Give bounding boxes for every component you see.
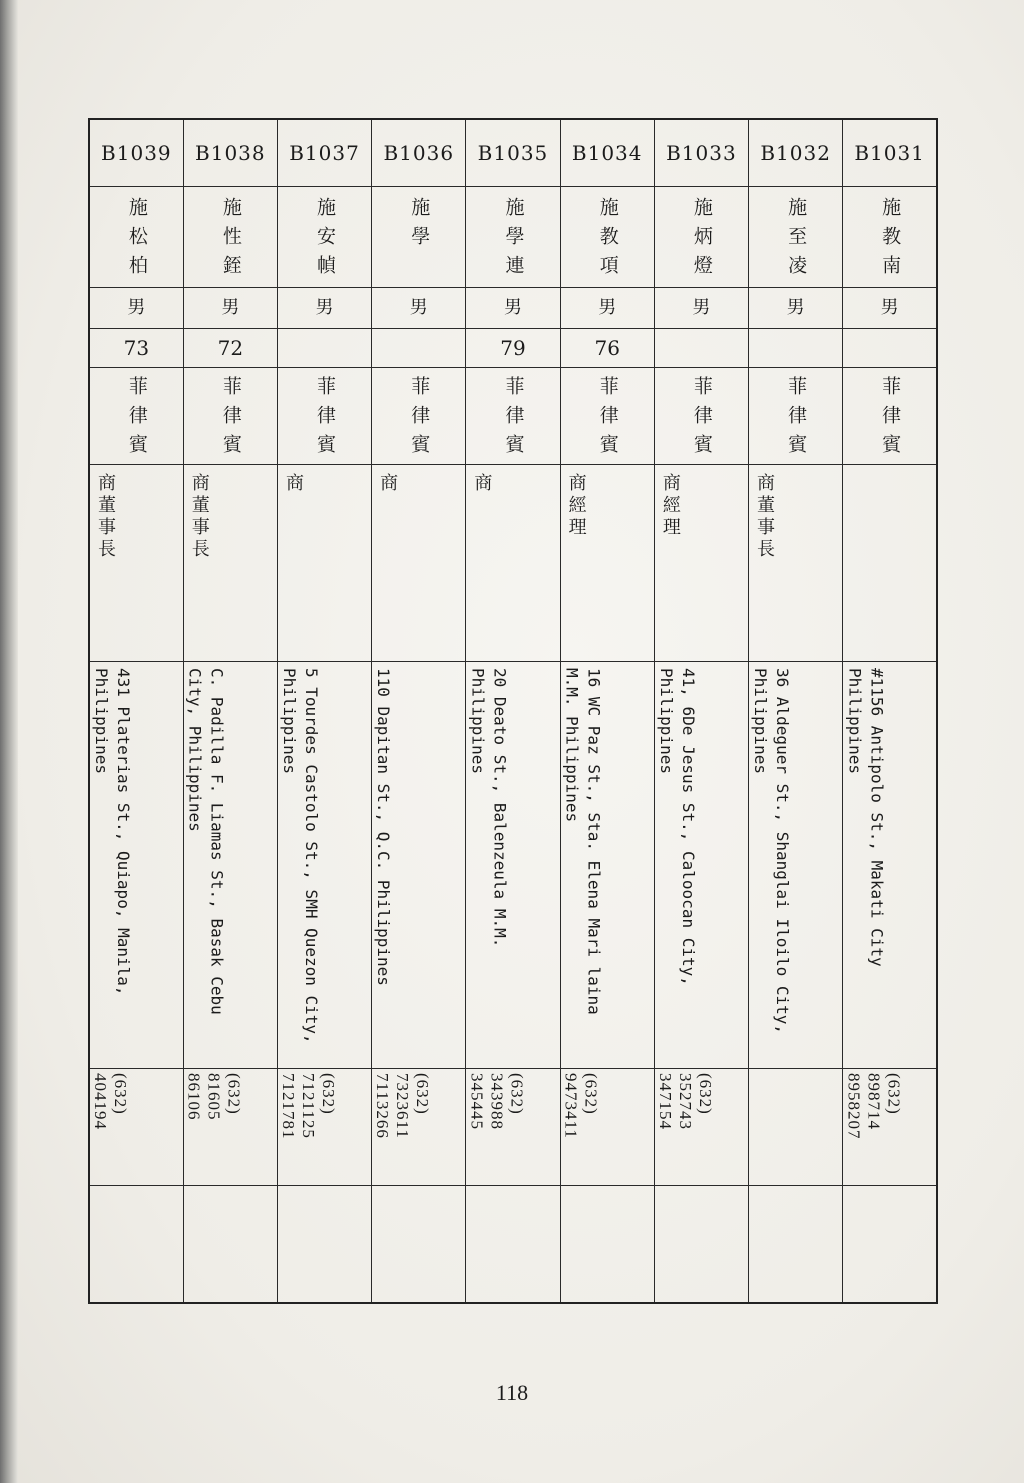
member-occupation-line: 董事長 [754, 495, 776, 561]
member-name-cell [372, 187, 466, 288]
member-occupation-cell [560, 465, 654, 662]
member-id: B1033 [666, 141, 737, 165]
member-phone [372, 1069, 436, 1177]
member-name: 施學連 [502, 197, 525, 284]
member-phone [466, 1069, 530, 1177]
member-name: 施安幀 [314, 197, 337, 284]
member-address: 41, 6De Jesus St., Caloocan City, Philippines [656, 668, 698, 986]
member-age-cell [749, 329, 843, 368]
member-name: 施教南 [879, 197, 902, 284]
member-occupation [561, 465, 599, 653]
member-name: 施學 [408, 197, 431, 255]
member-nationality: 菲律賓 [408, 376, 431, 463]
member-nationality-row [89, 368, 937, 465]
member-register-table [88, 118, 938, 1304]
member-id: B1035 [477, 141, 549, 165]
member-nationality: 菲律賓 [314, 376, 337, 463]
member-phone [655, 1069, 719, 1177]
member-nationality: 菲律賓 [502, 376, 525, 463]
member-address: 20 Deato St., Balenzeula M.M. Philippines [468, 668, 510, 948]
member-occupation-line: 商 [659, 473, 681, 495]
member-phone [843, 1069, 907, 1177]
member-age-cell [89, 329, 183, 368]
member-age-cell [183, 329, 277, 368]
member-name-cell [560, 187, 654, 288]
member-age: 73 [123, 336, 150, 360]
member-phone-line: (632) [884, 1073, 904, 1115]
page-number: 118 [495, 1380, 529, 1405]
member-phone-line: 345445 [467, 1073, 487, 1130]
member-address: 110 Dapitan St., Q.C. Philippines [374, 668, 394, 986]
member-phone [561, 1069, 605, 1177]
member-address: 5 Tourdes Castolo St., SMH Quezon City, Philippines [279, 668, 321, 1044]
member-id: B1037 [289, 141, 360, 165]
member-occupation-cell [277, 465, 371, 662]
member-id-row [89, 119, 937, 187]
member-phone-cell [749, 1069, 843, 1186]
member-id-cell [89, 119, 183, 187]
member-sex: 男 [409, 297, 428, 318]
member-phone [749, 1069, 753, 1177]
member-occupation-line: 商 [188, 473, 210, 495]
member-phone-line: (632) [507, 1073, 527, 1115]
member-age-cell [277, 329, 371, 368]
member-nationality-cell [277, 368, 371, 465]
member-occupation-row [89, 465, 937, 662]
member-address-cell [843, 662, 937, 1069]
member-occupation-line: 商 [282, 473, 304, 495]
member-name-cell [843, 187, 937, 288]
member-remarks-row [89, 1186, 937, 1304]
member-id-cell [843, 119, 937, 187]
member-remarks-cell [466, 1186, 560, 1304]
member-name-cell [654, 187, 748, 288]
member-occupation [749, 465, 787, 653]
member-phone-line: 7113266 [373, 1073, 393, 1139]
member-address-cell [749, 662, 843, 1069]
member-age-cell [560, 329, 654, 368]
member-nationality: 菲律賓 [690, 376, 713, 463]
member-name: 施性銍 [219, 197, 242, 284]
member-phone-line: (632) [111, 1073, 130, 1115]
member-sex-row [89, 288, 937, 329]
member-sex-cell [277, 288, 371, 329]
member-id: B1036 [383, 141, 455, 165]
member-sex-cell [749, 288, 843, 329]
member-age-cell [372, 329, 466, 368]
member-sex: 男 [221, 297, 240, 318]
member-id: B1031 [854, 141, 925, 165]
member-sex: 男 [786, 297, 805, 318]
member-address-cell [654, 662, 748, 1069]
member-occupation [372, 465, 410, 653]
member-remarks-cell [654, 1186, 748, 1304]
member-sex: 男 [880, 297, 899, 318]
member-occupation-line: 商 [95, 473, 116, 495]
member-phone [278, 1069, 342, 1177]
member-phone-line: 9473411 [561, 1073, 581, 1139]
member-name: 施松柏 [125, 197, 148, 284]
member-address-cell [372, 662, 466, 1069]
member-phone-line: (632) [581, 1073, 601, 1115]
member-sex-cell [654, 288, 748, 329]
member-sex: 男 [692, 297, 711, 318]
member-name-cell [89, 187, 183, 288]
member-phone-line: (632) [224, 1073, 244, 1115]
member-id: B1039 [101, 141, 172, 165]
member-id-cell [560, 119, 654, 187]
member-id: B1034 [571, 141, 643, 165]
member-phone-line: 7121781 [278, 1073, 298, 1140]
member-occupation [184, 465, 222, 653]
member-phone-line: 347154 [655, 1073, 675, 1130]
member-phone-line: 81605 [204, 1073, 224, 1121]
member-occupation [843, 465, 857, 653]
member-occupation-line: 經理 [659, 495, 681, 539]
member-nationality: 菲律賓 [879, 376, 902, 463]
member-name-cell [466, 187, 560, 288]
member-nationality-cell [654, 368, 748, 465]
member-sex-cell [843, 288, 937, 329]
member-id: B1038 [195, 141, 266, 165]
member-phone-line: 898714 [864, 1073, 884, 1130]
member-occupation-line: 商 [377, 473, 399, 495]
member-age-cell [466, 329, 560, 368]
member-phone-line: 7323611 [393, 1073, 413, 1139]
member-phone [184, 1069, 248, 1177]
member-remarks-cell [183, 1186, 277, 1304]
member-phone-line: (632) [413, 1073, 433, 1115]
member-occupation-cell [466, 465, 560, 662]
member-occupation-line: 經理 [565, 495, 587, 539]
member-remarks-cell [749, 1186, 843, 1304]
member-occupation-line: 商 [565, 473, 587, 495]
member-nationality-cell [372, 368, 466, 465]
member-phone-line: 7121125 [298, 1073, 318, 1139]
member-remarks-cell [843, 1186, 937, 1304]
member-sex: 男 [598, 297, 617, 318]
member-phone-cell [183, 1069, 277, 1186]
member-address-cell [466, 662, 560, 1069]
member-remarks-cell [560, 1186, 654, 1304]
member-occupation-cell [843, 465, 937, 662]
member-occupation-cell [183, 465, 277, 662]
member-age-cell [654, 329, 748, 368]
member-occupation-cell [372, 465, 466, 662]
member-id-cell [372, 119, 466, 187]
member-nationality: 菲律賓 [596, 376, 619, 463]
book-binding-shadow [0, 0, 18, 1483]
member-age: 72 [217, 336, 244, 360]
member-nationality: 菲律賓 [219, 376, 242, 463]
member-name-cell [749, 187, 843, 288]
member-phone-cell [372, 1069, 466, 1186]
member-phone-cell [843, 1069, 937, 1186]
member-age: 76 [594, 336, 620, 360]
member-name: 施至凌 [785, 197, 808, 284]
member-sex-cell [89, 288, 183, 329]
member-address-cell [183, 662, 277, 1069]
member-age-cell [843, 329, 937, 368]
member-occupation [655, 465, 693, 653]
member-id-cell [466, 119, 560, 187]
member-nationality-cell [560, 368, 654, 465]
member-name-row [89, 187, 937, 288]
member-occupation-line: 董事長 [95, 495, 116, 561]
member-phone-row [89, 1069, 937, 1186]
member-remarks-cell [89, 1186, 183, 1304]
member-name: 施教項 [596, 197, 619, 284]
member-phone-line: (632) [695, 1073, 715, 1115]
member-sex-cell [372, 288, 466, 329]
member-address: 431 Platerias St., Quiapo, Manila, Philippines [92, 668, 133, 996]
member-occupation [466, 465, 504, 653]
member-occupation [278, 465, 316, 653]
member-occupation-cell [749, 465, 843, 662]
member-phone-line: 86106 [184, 1073, 204, 1121]
member-id: B1032 [760, 141, 831, 165]
member-sex: 男 [315, 297, 334, 318]
member-nationality-cell [466, 368, 560, 465]
member-age: 79 [500, 336, 526, 360]
member-phone-cell [466, 1069, 560, 1186]
member-nationality-cell [843, 368, 937, 465]
member-name-cell [183, 187, 277, 288]
member-sex-cell [466, 288, 560, 329]
member-phone [90, 1069, 134, 1177]
member-sex: 男 [503, 297, 522, 318]
member-address: #1156 Antipolo St., Makati City Philippines [845, 668, 887, 967]
member-address-row [89, 662, 937, 1069]
member-nationality-cell [749, 368, 843, 465]
member-occupation [90, 465, 128, 653]
member-occupation-line: 董事長 [188, 495, 210, 561]
member-name-cell [277, 187, 371, 288]
member-occupation-line: 商 [754, 473, 776, 495]
member-nationality: 菲律賓 [125, 376, 148, 463]
member-phone-cell [560, 1069, 654, 1186]
member-nationality-cell [183, 368, 277, 465]
member-phone-line: 404194 [91, 1073, 110, 1130]
member-address-cell [277, 662, 371, 1069]
member-phone-line: 352743 [675, 1073, 695, 1130]
member-age-row [89, 329, 937, 368]
member-remarks-cell [277, 1186, 371, 1304]
member-address: 16 WC Paz St., Sta. Elena Mari laina M.M. Philippines [562, 668, 604, 1015]
member-phone-line: 343988 [487, 1073, 507, 1130]
member-occupation-cell [654, 465, 748, 662]
member-id-cell [654, 119, 748, 187]
member-address-cell [560, 662, 654, 1069]
member-phone-cell [89, 1069, 183, 1186]
member-id-cell [183, 119, 277, 187]
member-occupation-cell [89, 465, 183, 662]
member-phone-cell [277, 1069, 371, 1186]
member-address: C. Padilla F. Liamas St., Basak Cebu City, Philippines [185, 668, 227, 1015]
member-phone-line: 8958207 [844, 1073, 864, 1140]
member-sex: 男 [127, 297, 146, 318]
member-occupation-line: 商 [471, 473, 493, 495]
member-id-cell [277, 119, 371, 187]
member-name: 施炳燈 [690, 197, 713, 284]
member-nationality-cell [89, 368, 183, 465]
member-phone-cell [654, 1069, 748, 1186]
member-nationality: 菲律賓 [785, 376, 808, 463]
member-remarks-cell [372, 1186, 466, 1304]
member-id-cell [749, 119, 843, 187]
member-address-cell [89, 662, 183, 1069]
member-phone-line: (632) [318, 1073, 338, 1115]
member-sex-cell [560, 288, 654, 329]
member-sex-cell [183, 288, 277, 329]
member-address: 36 Aldeguer St., Shanglai Iloilo City, Philippines [751, 668, 793, 1035]
